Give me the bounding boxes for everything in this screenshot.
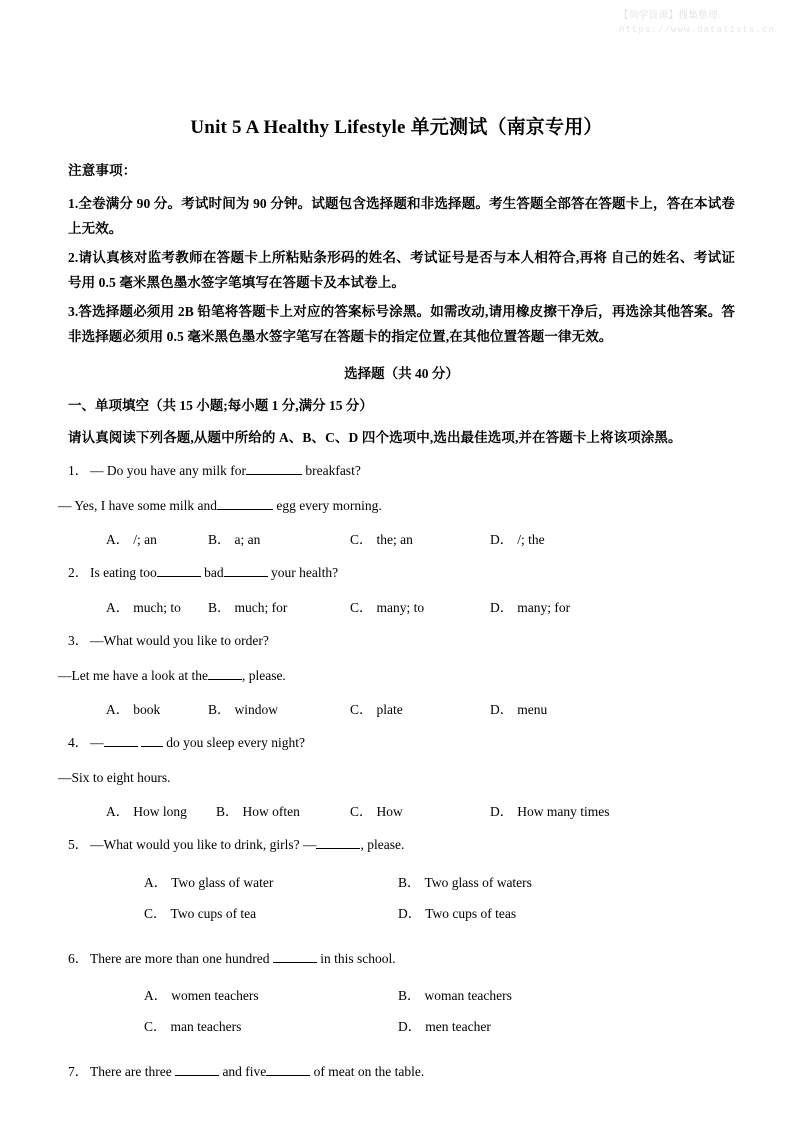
question-2-option-d[interactable]: D． many; for bbox=[490, 600, 571, 616]
question-4-text-a2: do you sleep every night? bbox=[166, 735, 305, 751]
watermark-url: https://www.datalists.cn bbox=[618, 24, 775, 35]
question-7-number: 7． bbox=[68, 1064, 89, 1080]
question-3-text-b: —Let me have a look at the bbox=[58, 667, 208, 683]
question-2 bbox=[68, 564, 735, 615]
notice-item-2: 2.请认真核对监考教师在答题卡上所粘贴条形码的姓名、考试证号是否与本人相符合,再将 自己的姓名、考试证号用 0.5 毫米黑色墨水签字笔填写在答题卡及本试卷上。 bbox=[68, 250, 735, 290]
question-4-option-c[interactable]: C． How bbox=[350, 804, 403, 820]
question-7 bbox=[68, 1063, 735, 1081]
question-3-options bbox=[68, 701, 735, 717]
question-2-number: 2． bbox=[68, 565, 89, 581]
question-2-stem-line-1 bbox=[68, 564, 735, 582]
question-4-option-d[interactable]: D． How many times bbox=[490, 804, 610, 820]
question-5-number: 5． bbox=[68, 837, 89, 853]
question-1 bbox=[58, 462, 735, 548]
question-1-number: 1． bbox=[68, 463, 89, 479]
question-4-option-a[interactable]: A． How long bbox=[106, 804, 187, 820]
question-4 bbox=[58, 734, 735, 820]
question-4-stem-line-1 bbox=[68, 734, 735, 752]
question-5-option-a[interactable]: A． Two glass of water bbox=[144, 874, 274, 890]
watermark-source-label: 【尚学资源】搜集整理. bbox=[618, 10, 722, 21]
question-5-text-a2: , please. bbox=[360, 837, 405, 853]
question-1-blank-2[interactable] bbox=[217, 509, 273, 510]
question-1-text-b2: egg every morning. bbox=[276, 497, 382, 513]
question-2-options bbox=[68, 599, 735, 615]
question-4-option-b[interactable]: B． How often bbox=[216, 804, 300, 820]
question-5-options-row-1 bbox=[106, 871, 735, 902]
question-6-text-a2: in this school. bbox=[320, 950, 396, 966]
question-2-text-a3: your health? bbox=[271, 565, 339, 581]
question-6-option-a[interactable]: A． women teachers bbox=[144, 988, 259, 1004]
question-2-option-c[interactable]: C． many; to bbox=[350, 600, 425, 616]
question-2-blank-1[interactable] bbox=[157, 576, 201, 577]
question-3-option-d[interactable]: D． menu bbox=[490, 702, 548, 718]
question-3-option-b[interactable]: B． window bbox=[208, 702, 279, 718]
question-7-blank-2[interactable] bbox=[266, 1075, 310, 1076]
question-4-blank-2[interactable] bbox=[141, 746, 163, 747]
question-4-number: 4． bbox=[68, 735, 89, 751]
question-1-text-b: — Yes, I have some milk and bbox=[58, 497, 217, 513]
question-2-text-a: Is eating too bbox=[90, 565, 157, 581]
question-5-option-c[interactable]: C． Two cups of tea bbox=[144, 905, 257, 921]
question-5-stem-line-1 bbox=[68, 836, 735, 854]
question-4-text-a: — bbox=[90, 735, 104, 751]
question-6-stem-line-1 bbox=[68, 950, 735, 968]
question-6-options bbox=[68, 984, 735, 1046]
question-3-stem-line-1 bbox=[68, 632, 735, 650]
question-7-blank-1[interactable] bbox=[175, 1075, 219, 1076]
question-1-option-a[interactable]: A． /; an bbox=[106, 532, 157, 548]
question-3-blank-1[interactable] bbox=[208, 679, 242, 680]
question-7-text-a3: of meat on the table. bbox=[313, 1064, 425, 1080]
question-3 bbox=[58, 632, 735, 718]
question-3-text-b2: , please. bbox=[241, 667, 286, 683]
question-5-options bbox=[68, 871, 735, 933]
notice-heading: 注意事项： bbox=[68, 163, 137, 178]
question-1-blank-1[interactable] bbox=[246, 474, 302, 475]
document-body bbox=[0, 159, 793, 1081]
question-5-option-b[interactable]: B． Two glass of waters bbox=[398, 874, 532, 890]
notice-item-1: 1.全卷满分 90 分。考试时间为 90 分钟。试题包含选择题和非选择题。考生答题全部答在答题卡上，答在本试卷上无效。 bbox=[68, 196, 735, 236]
question-1-text-a2: breakfast? bbox=[305, 463, 361, 479]
question-5 bbox=[68, 836, 735, 933]
question-2-option-a[interactable]: A． much; to bbox=[106, 600, 181, 616]
question-6-options-row-1 bbox=[106, 984, 735, 1015]
question-3-stem-line-2 bbox=[58, 667, 735, 685]
page-title: Unit 5 A Healthy Lifestyle 单元测试（南京专用） bbox=[190, 117, 603, 138]
question-1-option-c[interactable]: C． the; an bbox=[350, 532, 413, 548]
question-6-option-d[interactable]: D． men teacher bbox=[398, 1019, 491, 1035]
question-2-blank-2[interactable] bbox=[224, 576, 268, 577]
question-1-stem-line-2 bbox=[58, 497, 735, 515]
question-4-options bbox=[68, 803, 735, 819]
question-4-text-b: —Six to eight hours. bbox=[58, 769, 171, 785]
question-7-text-a: There are three bbox=[90, 1064, 172, 1080]
question-5-option-d[interactable]: D． Two cups of teas bbox=[398, 905, 517, 921]
question-4-blank-1[interactable] bbox=[104, 746, 138, 747]
question-3-option-c[interactable]: C． plate bbox=[350, 702, 403, 718]
question-3-number: 3． bbox=[68, 633, 89, 649]
question-1-stem-line-1 bbox=[68, 462, 735, 480]
question-2-option-b[interactable]: B． much; for bbox=[208, 600, 288, 616]
section-instruction: 请认真阅读下列各题,从题中所给的 A、B、C、D 四个选项中,选出最佳选项,并在答题卡上将该项涂黑。 bbox=[68, 430, 682, 446]
question-2-text-a2: bad bbox=[204, 565, 224, 581]
question-5-text-a: —What would you like to drink, girls? — bbox=[90, 837, 317, 853]
question-6 bbox=[68, 950, 735, 1047]
question-1-options bbox=[68, 531, 735, 547]
question-7-stem-line-1 bbox=[68, 1063, 735, 1081]
question-6-option-c[interactable]: C． man teachers bbox=[144, 1019, 242, 1035]
question-3-text-a: —What would you like to order? bbox=[90, 633, 269, 649]
question-3-option-a[interactable]: A． book bbox=[106, 702, 161, 718]
section-title: 一、单项填空（共 15 小题;每小题 1 分,满分 15 分） bbox=[68, 398, 373, 414]
question-6-number: 6． bbox=[68, 950, 89, 966]
question-6-text-a: There are more than one hundred bbox=[90, 950, 270, 966]
part-title: 选择题（共 40 分） bbox=[344, 366, 459, 382]
question-6-blank-1[interactable] bbox=[273, 962, 317, 963]
question-5-blank-1[interactable] bbox=[316, 848, 360, 849]
question-1-text-a: — Do you have any milk for bbox=[90, 463, 246, 479]
question-7-text-a2: and five bbox=[222, 1064, 267, 1080]
question-1-option-d[interactable]: D． /; the bbox=[490, 532, 545, 548]
notice-item-3: 3.答选择题必须用 2B 铅笔将答题卡上对应的答案标号涂黑。如需改动,请用橡皮擦干净后，再选涂其他答案。答非选择题必须用 0.5 毫米黑色墨水签字笔写在答题卡的指定位置,在其他位置答题一律无效。 bbox=[68, 304, 735, 344]
question-6-options-row-2 bbox=[106, 1015, 735, 1046]
question-6-option-b[interactable]: B． woman teachers bbox=[398, 988, 512, 1004]
question-5-options-row-2 bbox=[106, 902, 735, 933]
question-1-option-b[interactable]: B． a; an bbox=[208, 532, 261, 548]
question-4-stem-line-2 bbox=[58, 769, 735, 787]
